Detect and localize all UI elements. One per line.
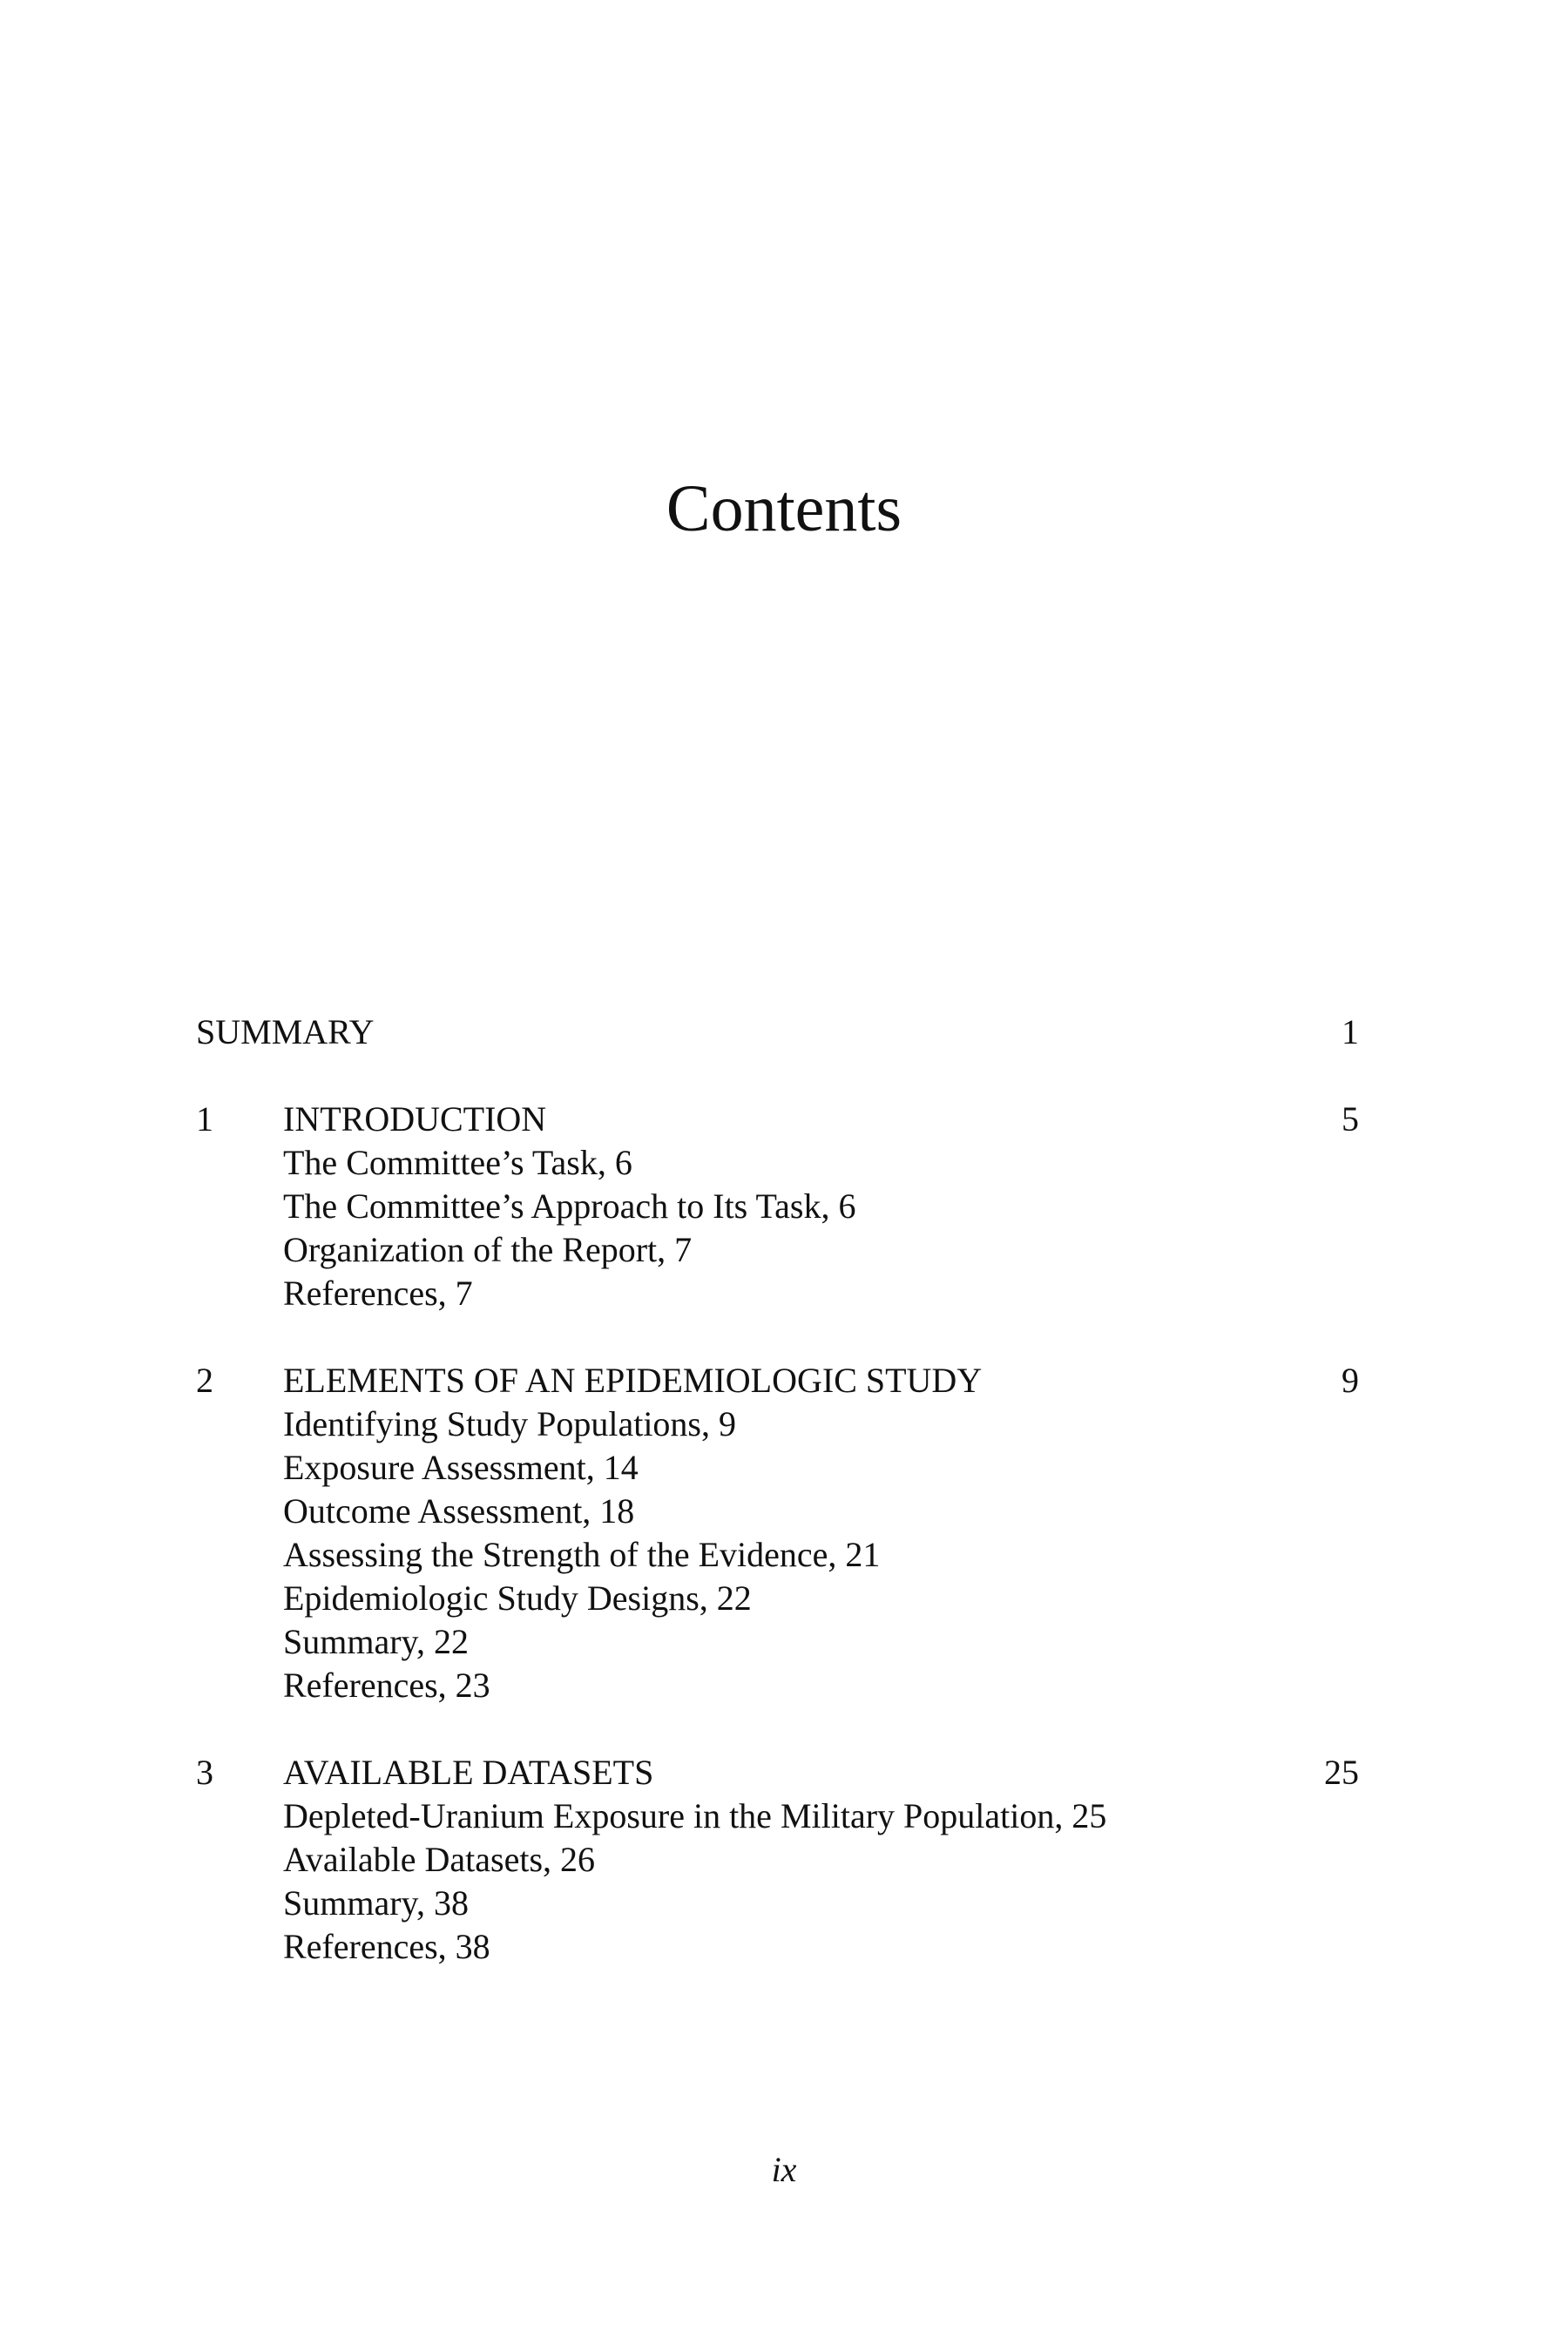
toc-section[interactable]: References, 7 (283, 1274, 473, 1313)
toc-section[interactable]: Epidemiologic Study Designs, 22 (283, 1578, 752, 1618)
toc-section[interactable]: The Committee’s Task, 6 (283, 1143, 632, 1182)
chapter-number: 1 (196, 1099, 213, 1139)
toc-section[interactable]: Identifying Study Populations, 9 (283, 1404, 736, 1443)
chapter-title: INTRODUCTION (283, 1099, 547, 1139)
toc-entry-summary[interactable] (196, 1010, 1359, 1054)
toc-section[interactable]: Summary, 22 (283, 1622, 469, 1661)
spacer (196, 1707, 1359, 1751)
table-of-contents (196, 1010, 1359, 1969)
toc-chapter-3[interactable] (196, 1751, 1359, 1794)
toc-section[interactable]: Available Datasets, 26 (283, 1840, 596, 1879)
toc-section[interactable]: References, 38 (283, 1927, 490, 1966)
toc-chapter-2[interactable] (196, 1359, 1359, 1402)
toc-section[interactable]: The Committee’s Approach to Its Task, 6 (283, 1186, 856, 1226)
toc-section[interactable]: Summary, 38 (283, 1883, 469, 1923)
toc-entry-title: SUMMARY (196, 1012, 375, 1051)
toc-section[interactable]: Outcome Assessment, 18 (283, 1491, 635, 1531)
chapter-title: ELEMENTS OF AN EPIDEMIOLOGIC STUDY (283, 1361, 983, 1400)
toc-page-number: 1 (1342, 1012, 1359, 1051)
chapter-number: 2 (196, 1361, 213, 1400)
spacer (196, 1315, 1359, 1359)
toc-page-number: 9 (1342, 1361, 1359, 1400)
page-folio: ix (771, 2150, 797, 2189)
spacer (196, 1054, 1359, 1098)
toc-section[interactable]: Assessing the Strength of the Evidence, 21 (283, 1535, 881, 1574)
page-title: Contents (666, 471, 902, 545)
toc-section[interactable]: Exposure Assessment, 14 (283, 1448, 639, 1487)
toc-section[interactable]: Depleted-Uranium Exposure in the Military Population, 25 (283, 1796, 1107, 1835)
toc-page-number: 25 (1324, 1753, 1359, 1792)
toc-section[interactable]: References, 23 (283, 1666, 490, 1705)
chapter-title: AVAILABLE DATASETS (283, 1753, 654, 1792)
chapter-number: 3 (196, 1753, 213, 1792)
toc-chapter-1[interactable] (196, 1098, 1359, 1141)
toc-section[interactable]: Organization of the Report, 7 (283, 1230, 693, 1269)
toc-page-number: 5 (1342, 1099, 1359, 1139)
